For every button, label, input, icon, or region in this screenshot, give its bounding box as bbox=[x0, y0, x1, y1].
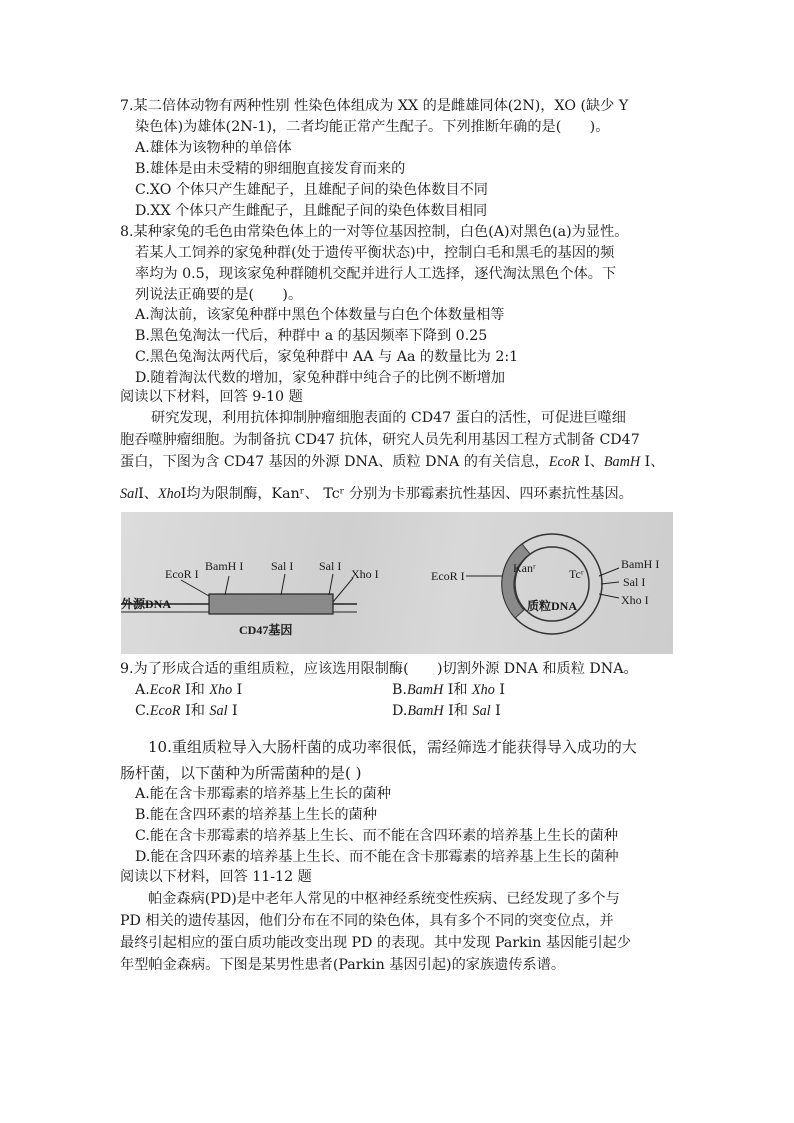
material1-line2: 胞吞噬肿瘤细胞。为制备抗 CD47 抗体，研究人员先利用基因工程方式制备 CD47 bbox=[120, 432, 640, 448]
q9-option-b: B.BamH Ⅰ和 Xho Ⅰ bbox=[392, 682, 505, 698]
q9-option-a: A.EcoR Ⅰ和 Xho Ⅰ bbox=[135, 682, 243, 698]
q8-option-d: D.随着淘汰代数的增加，家兔种群中纯合子的比例不断增加 bbox=[135, 370, 506, 386]
left-xhoi-label: Xho I bbox=[351, 567, 379, 581]
q9-option-d: D.BamH Ⅰ和 Sal Ⅰ bbox=[392, 703, 501, 719]
right-bamhi-label: BamH I bbox=[621, 557, 660, 571]
material2-heading: 阅读以下材料，回答 11-12 题 bbox=[120, 869, 312, 885]
q7-option-c: C.XO 个体只产生雄配子，且雄配子间的染色体数目不同 bbox=[135, 182, 488, 198]
q10-option-d: D.能在含四环素的培养基上生长、而不能在含卡那霉素的培养基上生长的菌种 bbox=[135, 849, 619, 865]
right-xhoi-label: Xho I bbox=[621, 593, 649, 607]
kanr-label: Kanʳ bbox=[513, 561, 536, 575]
left-ecori-label: EcoR I bbox=[165, 567, 199, 581]
kanr-segment bbox=[502, 544, 530, 618]
q7-stem-line1: 7.某二倍体动物有两种性别 性染色体组成为 XX 的是雌雄同体(2N)，XO (缺少 Y bbox=[120, 98, 629, 114]
q8-option-c: C.黑色兔淘汰两代后，家兔种群中 AA 与 Aa 的数量比为 2:1 bbox=[135, 349, 519, 365]
material2-line3: 最终引起相应的蛋白质功能改变出现 PD 的表现。其中发现 Parkin 基因能引起少 bbox=[120, 935, 632, 951]
dna-figure-svg bbox=[121, 512, 673, 654]
material1-heading: 阅读以下材料，回答 9-10 题 bbox=[120, 389, 303, 405]
bamhi-pointer bbox=[225, 576, 229, 595]
q8-stem-line2: 若某人工饲养的家兔种群(处于遗传平衡状态)中，控制白毛和黑毛的基因的频 bbox=[135, 245, 615, 261]
xhoi-pointer bbox=[333, 578, 353, 602]
material1-line3: 蛋白，下图为含 CD47 基因的外源 DNA、质粒 DNA 的有关信息，EcoR Ⅰ、BamH Ⅰ、 bbox=[120, 454, 665, 470]
q7-option-d: D.XX 个体只产生雌配子，且雌配子间的染色体数目相同 bbox=[135, 203, 488, 219]
q10-option-b: B.能在含四环素的培养基上生长的菌种 bbox=[135, 807, 377, 823]
material1-line1: 研究发现，利用抗体抑制肿瘤细胞表面的 CD47 蛋白的活性，可促进巨噬细 bbox=[151, 410, 626, 426]
q8-option-b: B.黑色兔淘汰一代后，种群中 a 的基因频率下降到 0.25 bbox=[135, 328, 488, 344]
foreign-dna-diagram bbox=[121, 559, 379, 637]
material1-line4: SalⅠ、XhoⅠ均为限制酶，Kanʳ、 Tcʳ 分别为卡那霉素抗性基因、四环素抗性基因。 bbox=[120, 486, 633, 502]
q10-option-a: A.能在含卡那霉素的培养基上生长的菌种 bbox=[135, 786, 391, 802]
q9-stem: 9.为了形成合适的重组质粒，应该选用限制酶( )切割外源 DNA 和质粒 DNA。 bbox=[120, 661, 638, 677]
plasmid-sali-pointer bbox=[601, 582, 619, 584]
plasmid-diagram bbox=[431, 534, 659, 634]
q10-option-c: C.能在含卡那霉素的培养基上生长、而不能在含四环素的培养基上生长的菌种 bbox=[135, 828, 619, 844]
plasmid-bamhi-pointer bbox=[599, 568, 619, 576]
left-sali-label-1: Sal I bbox=[271, 559, 294, 573]
cd47-gene-box bbox=[209, 594, 333, 614]
q7-option-b: B.雄体是由未受精的卵细胞直接发育而来的 bbox=[135, 161, 406, 177]
plasmid-dna-label: 质粒DNA bbox=[527, 599, 577, 613]
left-bamhi-label: BamH I bbox=[205, 559, 244, 573]
q7-stem-line2: 染色体)为雄体(2N-1)，二者均能正常产生配子。下列推断年确的是( )。 bbox=[135, 119, 610, 135]
material2-line1: 帕金森病(PD)是中老年人常见的中枢神经系统变性疾病、已经发现了多个与 bbox=[148, 891, 620, 907]
plasmid-xhoi-pointer bbox=[599, 594, 619, 598]
dna-figure bbox=[121, 512, 673, 654]
right-sali-label: Sal I bbox=[623, 575, 646, 589]
sali-pointer-2 bbox=[329, 574, 333, 595]
q8-stem-line3: 率均为 0.5，现该家兔种群随机交配并进行人工选择，逐代淘汰黑色个体。下 bbox=[135, 266, 617, 282]
q9-option-c: C.EcoR Ⅰ和 Sal Ⅰ bbox=[135, 703, 238, 719]
q10-stem-line2: 肠杆菌，以下菌种为所需菌种的是( ) bbox=[120, 764, 362, 782]
tcr-label: Tcʳ bbox=[569, 567, 584, 581]
material2-line4: 年型帕金森病。下图是某男性患者(Parkin 基因引起)的家族遗传系谱。 bbox=[120, 957, 566, 973]
cd47-gene-label: CD47基因 bbox=[239, 623, 293, 637]
foreign-dna-label: 外源DNA bbox=[121, 597, 171, 611]
left-sali-label-2: Sal I bbox=[319, 559, 342, 573]
q8-option-a: A.淘汰前，该家兔种群中黑色个体数量与白色个体数量相等 bbox=[135, 307, 505, 323]
right-ecori-label: EcoR I bbox=[431, 569, 465, 583]
q7-option-a: A.雄体为该物种的单倍体 bbox=[135, 140, 292, 156]
sali-pointer-1 bbox=[281, 574, 285, 595]
ecori-pointer bbox=[181, 580, 209, 596]
material2-line2: PD 相关的遗传基因，他们分布在不同的染色体，具有多个不同的突变位点，并 bbox=[120, 913, 614, 929]
q8-stem-line1: 8.某种家兔的毛色由常染色体上的一对等位基因控制，白色(A)对黑色(a)为显性。 bbox=[120, 224, 629, 240]
q8-stem-line4: 列说法正确要的是( )。 bbox=[135, 287, 303, 303]
q10-stem-line1: 10.重组质粒导入大肠杆菌的成功率很低，需经筛选才能获得导入成功的大 bbox=[148, 738, 637, 756]
